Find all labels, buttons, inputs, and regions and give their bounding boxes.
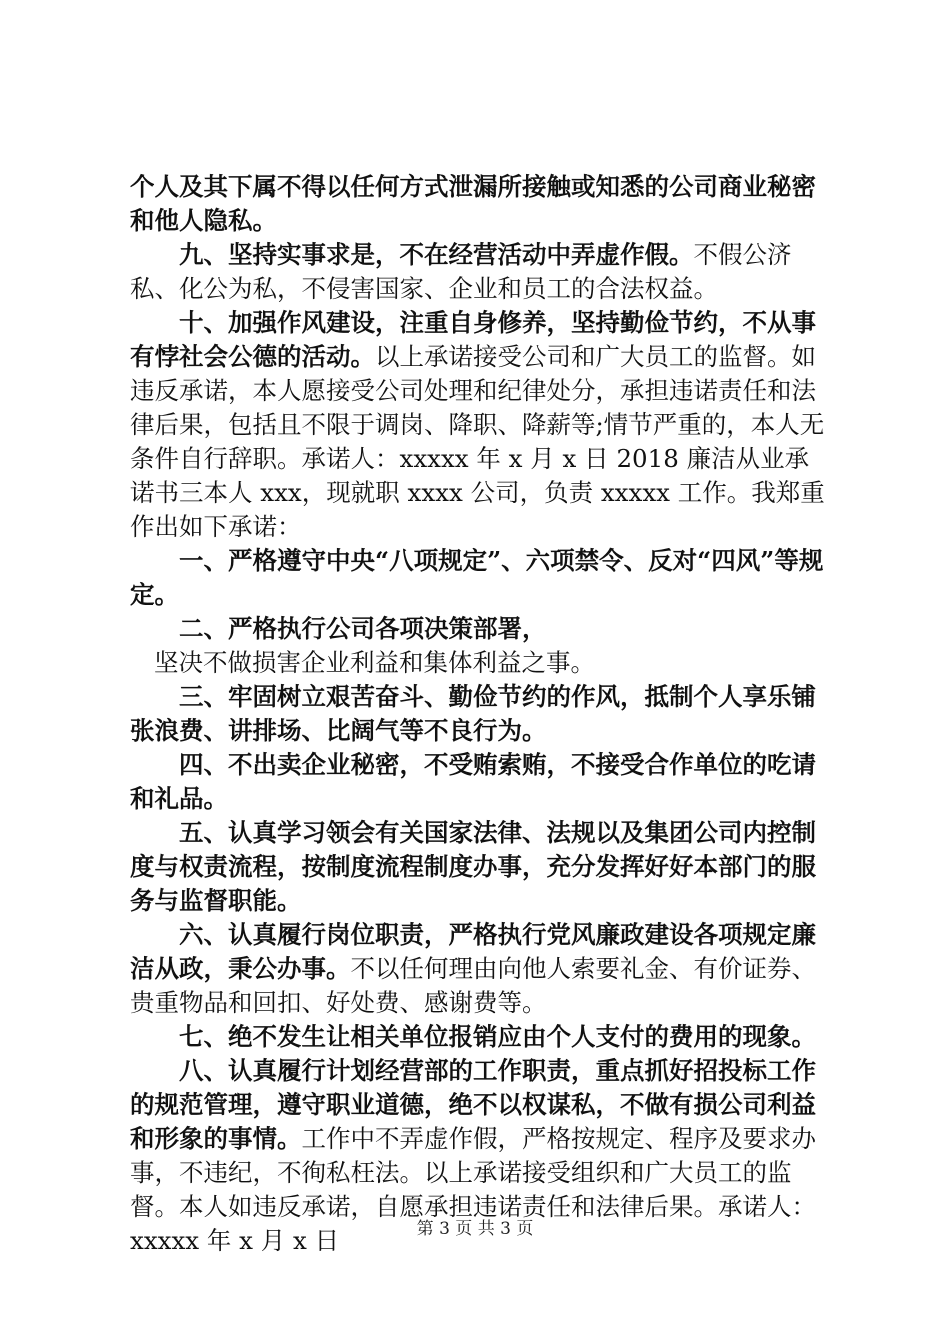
paragraph-item-10: 十、加强作风建设，注重自身修养，坚持勤俭节约，不从事有悖社会公德的活动。以上承诺接受公司和广大员工的监督。如违反承诺，本人愿接受公司处理和纪律处分，承担违诺责任和法律后果，包括且不限于调岗、降职、降薪等;情节严重的，本人无条件自行辞职。承诺人：xxxxx 年 x 月 x 日 2018 廉洁从业承诺书三本人 xxx，现就职 xxxx 公司，负责 xxxxx 工作。我郑重作出如下承诺： [130, 308, 825, 541]
paragraph-item-7: 七、绝不发生让相关单位报销应由个人支付的费用的现象。 [179, 1022, 816, 1051]
paragraph-item-9: 九、坚持实事求是，不在经营活动中弄虚作假。不假公济私、化公为私，不侵害国家、企业和员工的合法权益。 [130, 240, 792, 303]
paragraph-item-6: 六、认真履行岗位职责，严格执行党风廉政建设各项规定廉洁从政，秉公办事。不以任何理由向他人索要礼金、有价证券、贵重物品和回扣、好处费、感谢费等。 [130, 920, 816, 1017]
page-number-footer: 第 3 页 共 3 页 [416, 1219, 534, 1239]
paragraph-item-2-continued: 坚决不做损害企业利益和集体利益之事。 [154, 648, 595, 677]
paragraph-item-3: 三、牢固树立艰苦奋斗、勤俭节约的作风，抵制个人享乐铺张浪费、讲排场、比阔气等不良行为。 [130, 682, 816, 745]
document-body [130, 170, 830, 1258]
paragraph-item-5: 五、认真学习领会有关国家法律、法规以及集团公司内控制度与权责流程，按制度流程制度办事，充分发挥好好本部门的服务与监督职能。 [130, 818, 816, 915]
paragraph-item-8: 八、认真履行计划经营部的工作职责，重点抓好招投标工作的规范管理，遵守职业道德，绝不以权谋私，不做有损公司利益和形象的事情。工作中不弄虚作假，严格按规定、程序及要求办事，不违纪，不徇私枉法。以上承诺接受组织和广大员工的监督。本人如违反承诺，自愿承担违诺责任和法律后果。承诺人：xxxxx 年 x 月 x 日 [130, 1056, 816, 1255]
paragraph-item-1: 一、严格遵守中央“八项规定”、六项禁令、反对“四风”等规定。 [130, 546, 824, 609]
paragraph-item-2: 二、严格执行公司各项决策部署， [179, 614, 547, 643]
paragraph-1: 个人及其下属不得以任何方式泄漏所接触或知悉的公司商业秘密和他人隐私。 [130, 172, 816, 235]
paragraph-item-4: 四、不出卖企业秘密，不受贿索贿，不接受合作单位的吃请和礼品。 [130, 750, 816, 813]
